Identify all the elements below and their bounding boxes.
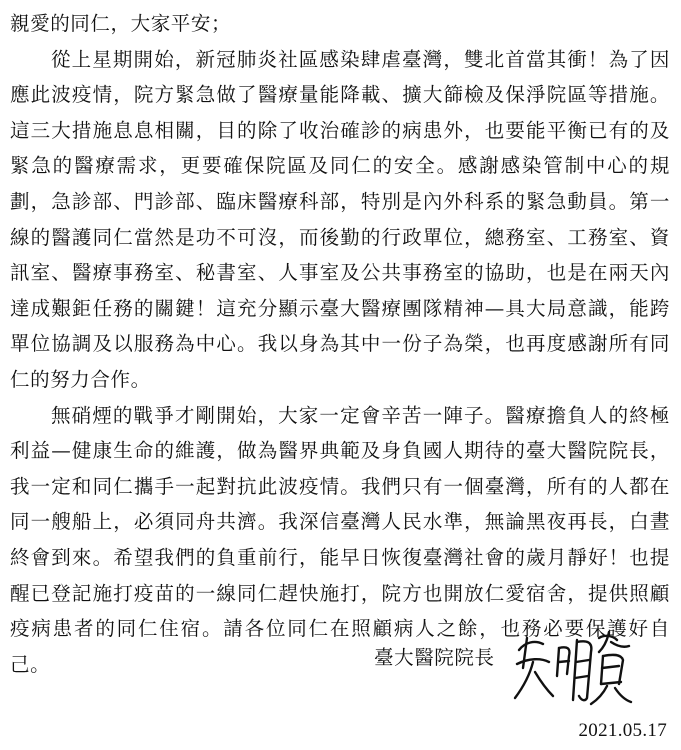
letter-body	[10, 6, 670, 682]
signer-title: 臺大醫院院長	[374, 646, 495, 669]
greeting: 親愛的同仁，大家平安；	[10, 12, 232, 35]
paragraph-1: 從上星期開始，新冠肺炎社區感染肆虐臺灣，雙北首當其衝！為了因應此波疫情，院方緊急做了醫療量能降載、擴大篩檢及保淨院區等措施。這三大措施息息相關，目的除了收治確診的病患外，也要能平衡已有的及緊急的醫療需求，更要確保院區及同仁的安全。感謝感染管制中心的規劃，急診部、門診部、臨床醫療科部，特別是內外科系的緊急動員。第一線的醫護同仁當然是功不可沒，而後勤的行政單位，總務室、工務室、資訊室、醫療事務室、秘書室、人事室及公共事務室的協助，也是在兩天內達成艱鉅任務的關鍵！這充分顯示臺大醫療團隊精神—具大局意識，能跨單位協調及以服務為中心。我以身為其中一份子為榮，也再度感謝所有同仁的努力合作。	[10, 47, 670, 391]
paragraph-2: 無硝煙的戰爭才剛開始，大家一定會辛苦一陣子。醫療擔負人的終極利益—健康生命的維護，做為醫界典範及身負國人期待的臺大醫院院長，我一定和同仁攜手一起對抗此波疫情。我們只有一個臺灣，所有的人都在同一艘船上，必須同舟共濟。我深信臺灣人民水準，無論黑夜再長，白晝終會到來。希望我們的負重前行，能早日恢復臺灣社會的歲月靜好！也提醒已登記施打疫苗的一線同仁趕快施打，院方也開放仁愛宿舍，提供照顧疫病患者的同仁住宿。請各位同仁在照顧病人之餘，也務必要保護好自己。	[10, 403, 670, 676]
letter-paragraphs	[10, 42, 670, 683]
letter-date: 2021.05.17	[578, 720, 667, 741]
handwritten-signature	[513, 628, 633, 708]
